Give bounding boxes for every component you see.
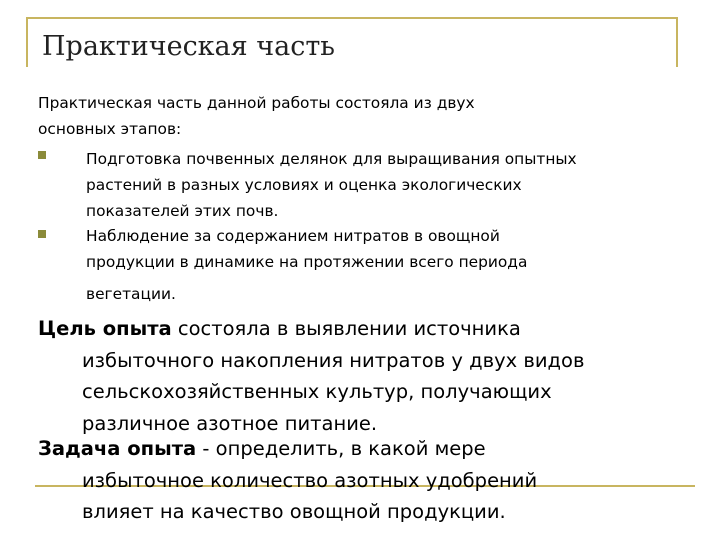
title-frame-left-line	[26, 17, 28, 67]
bullet-2-line-1: Наблюдение за содержанием нитратов в овощной	[86, 227, 500, 245]
bullet-1-line-3: показателей этих почв.	[86, 202, 279, 220]
goal-line-3: сельскохозяйственных культур, получающих	[82, 380, 552, 403]
goal-line-1: состояла в выявлении источника	[171, 317, 521, 340]
task-line-1: - определить, в какой мере	[196, 437, 486, 460]
bullet-item-soil-preparation	[86, 146, 686, 224]
bullet-1-line-1: Подготовка почвенных делянок для выращивания опытных	[86, 150, 577, 168]
goal-line-2: избыточного накопления нитратов у двух видов	[82, 348, 585, 372]
task-paragraph	[38, 433, 688, 528]
bullet-2-line-2: продукции в динамике на протяжении всего периода	[86, 253, 528, 271]
title-frame-top-line	[26, 17, 678, 19]
bullet-square-icon	[38, 230, 46, 238]
task-line-2: избыточное количество азотных удобрений	[82, 468, 538, 492]
bullet-1-line-2: растений в разных условиях и оценка экологических	[86, 176, 522, 194]
intro-paragraph	[38, 90, 598, 142]
intro-line-1: Практическая часть данной работы состояла из двух	[38, 94, 475, 112]
goal-paragraph	[38, 313, 688, 439]
goal-line-4: различное азотное питание.	[82, 411, 378, 435]
title-frame-right-line	[676, 17, 678, 67]
slide-title: Практическая часть	[42, 31, 335, 62]
bullet-square-icon	[38, 151, 46, 159]
goal-label: Цель опыта	[38, 317, 172, 340]
bullet-2-line-3: вегетации.	[86, 285, 176, 303]
task-line-3: влияет на качество овощной продукции.	[82, 500, 506, 523]
intro-line-2: основных этапов:	[38, 120, 182, 138]
task-label: Задача опыта	[38, 437, 197, 460]
bullet-item-nitrate-monitoring	[86, 223, 646, 307]
